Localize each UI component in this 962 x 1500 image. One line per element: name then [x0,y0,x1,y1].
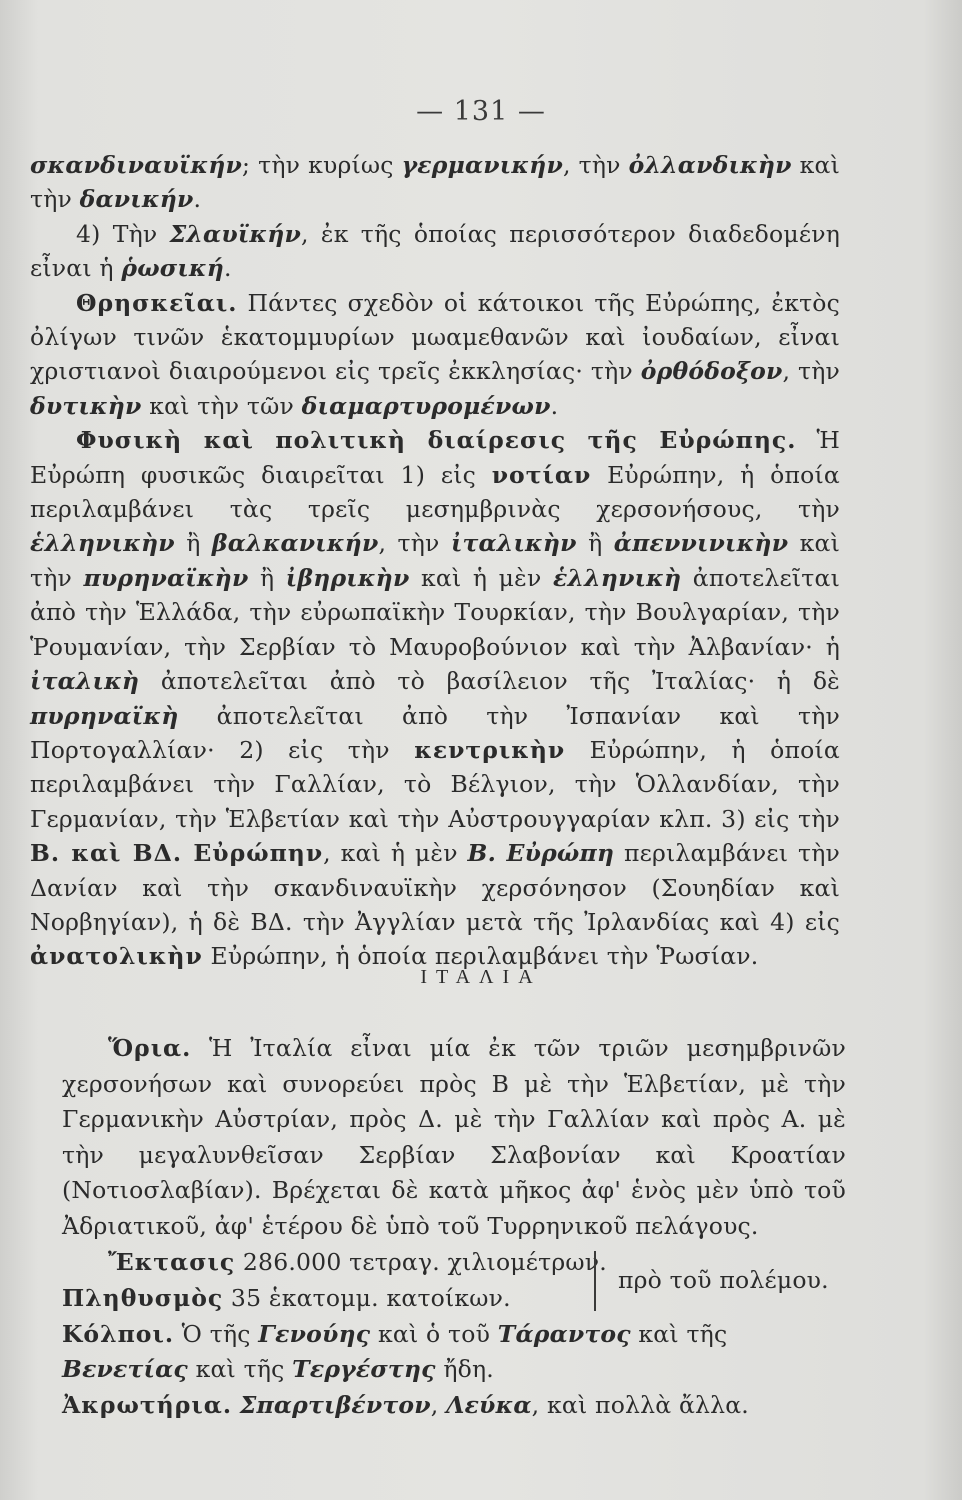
text-run: καὶ τὴν [30,529,841,592]
text-run: , καὶ ἡ μὲν [323,839,468,868]
term-trieste: Τεργέστης [292,1355,436,1384]
text-run: ἢ [248,563,286,592]
term-german: γερμανικήν [401,151,563,179]
text-run: Ἡ Ἰταλία εἶναι μία ἐκ τῶν τριῶν μεσημβρινῶν χερσονήσων καὶ συνορεύει πρὸς Β μὲ τὴν Ἑλβετίαν, μὲ τὴν Γερμανικὴν Αὐστρίαν, πρὸς Δ. μὲ τὴν Γαλλίαν καὶ πρὸς Α. μὲ τὴν μεγαλυνθεῖσαν Σερβίαν Σλαβονίαν καὶ Κροατίαν (Νοτιοσλαβίαν). Βρέχεται δὲ κατὰ μῆκος ἀφ' ἑνὸς μὲν ὑπὸ τοῦ Ἀδριατικοῦ, ἀφ' ἑτέρου δὲ ὑπὸ τοῦ Τυρρηνικοῦ πελάγους. [62,1034,846,1240]
term-venice: Βενετίας [62,1355,188,1384]
text-run: Εὐρώπην, ἡ ὁποία περιλαμβάνει τὰς τρεῖς μεσημβρινὰς χερσονήσους, τὴν [30,460,840,524]
term-iberian: ἰβηρικὴν [285,563,410,592]
term-southern: νοτίαν [491,460,592,489]
text-run: ἀποτελεῖται ἀπὸ τὴν Ἑλλάδα, τὴν εὐρωπαϊκὴν Τουρκίαν, τὴν Βουλγαρίαν, τὴν Ῥουμανίαν, τὴν Σερβίαν τὸ Μαυροβούνιον καὶ τὴν Ἀλβανίαν· ἡ [30,563,840,661]
page-body-italy [62,1031,846,1423]
text-run: , [430,1390,447,1419]
term-eastern: ἀνατολικὴν [30,942,203,971]
term-genoa: Γενούης [258,1319,371,1348]
term-pyrenean-2: πυρηναϊκὴ [30,701,179,730]
text-run: , καὶ πολλὰ ἄλλα. [531,1390,749,1419]
paragraph-languages-continued [30,148,840,217]
term-western: δυτικὴν [30,391,142,420]
paragraph-capes [62,1388,846,1424]
term-slavic: Σλαυϊκήν [169,219,302,248]
text-run: καὶ ἡ μὲν [409,563,553,592]
text-run: Εὐρώπην, ἡ ὁποία περιλαμβάνει τὴν Γαλλίαν, τὸ Βέλγιον, τὴν Ὁλλανδίαν, τὴν Γερμανίαν, τὴν Ἑλβετίαν καὶ τὴν Αὐστρουγγαρίαν κλπ. 3) εἰς τὴν [30,735,840,833]
text-run: . [224,254,232,283]
text-run: περιλαμβάνει τὴν Δανίαν καὶ τὴν σκανδιναυϊκὴν χερσόνησον (Σουηδίαν καὶ Νορβηγίαν), ἡ δὲ ΒΔ. τὴν Ἀγγλίαν μετὰ τῆς Ἰρλανδίας καὶ 4) εἰς [30,839,840,936]
text-run: καὶ τῆς [187,1355,293,1384]
term-scandinavian: σκανδιναυϊκήν [30,151,243,179]
text-run: καὶ τῆς [630,1319,728,1348]
text-run: 286.000 τετραγ. χιλιομέτρων. [235,1247,607,1276]
prewar-note: πρὸ τοῦ πολέμου. [618,1265,829,1294]
heading-capes: Ἀκρωτήρια. [62,1390,233,1419]
paragraph-slavic [30,217,840,286]
text-run: ἢ [174,529,212,558]
heading-religions: Θρησκεῖαι. [76,288,238,317]
text-run: ἀποτελεῖται ἀπὸ τὸ βασίλειον τῆς Ἰταλίας· ἡ δὲ [139,667,840,696]
text-run: καὶ τὴν [30,151,840,214]
text-run [232,1391,240,1419]
heading-population: Πληθυσμὸς [62,1283,224,1312]
text-run: , τὴν [782,357,840,386]
section-title-italy: ΙΤΑΛΙΑ [420,966,542,988]
text-run: Πάντες σχεδὸν οἱ κάτοικοι τῆς Εὐρώπης, ἐκτὸς ὀλίγων τινῶν ἑκατομμυρίων μωαμεθανῶν καὶ ἰουδαίων, εἶναι χριστιανοὶ διαιρούμενοι εἰς τρεῖς ἐκκλησίας· τὴν [30,288,840,386]
term-italic: ἰταλικὴν [450,529,577,558]
page-body-europe [30,148,840,974]
text-run: , ἐκ τῆς ὁποίας περισσότερον διαδεδομένη εἶναι ἡ [30,219,840,283]
term-spartivento: Σπαρτιβέντον [239,1390,431,1419]
term-pyrenean: πυρηναϊκὴν [83,563,249,592]
term-russian: ῥωσική [121,254,224,283]
term-orthodox: ὀρθόδοξον [640,357,783,386]
term-balkan: βαλκανικήν [211,529,379,558]
term-north-europe: Β. Εὐρώπη [467,839,615,868]
term-central: κεντρικὴν [414,735,566,764]
text-run: 35 ἑκατομμ. κατοίκων. [223,1283,511,1312]
text-run: ἢ [576,529,614,558]
heading-divisions: Φυσικὴ καὶ πολιτικὴ διαίρεσις τῆς Εὐρώπης. [76,426,797,455]
paragraph-borders [62,1031,846,1245]
text-run: Ὁ τῆς [174,1319,259,1348]
stats-block [62,1245,846,1317]
term-italic-2: ἰταλικὴ [30,667,140,696]
text-run: . [550,391,559,420]
brace-bracket [594,1251,598,1311]
paragraph-religions [30,286,840,424]
text-run: καὶ τὴν τῶν [141,391,302,420]
term-leuca: Λεύκα [446,1390,532,1419]
text-run: ; τὴν κυρίως [242,151,402,179]
paragraph-divisions [30,423,840,974]
term-north-northwest: Β. καὶ ΒΔ. Εὐρώπην [30,839,324,868]
text-run: . [193,185,202,214]
text-run: Ἡ Εὐρώπη φυσικῶς διαιρεῖται 1) εἰς [30,426,840,489]
term-protestant: διαμαρτυρομένων [301,391,551,420]
text-run: Εὐρώπην, ἡ ὁποία περιλαμβάνει τὴν Ῥωσίαν. [202,942,759,971]
text-run: καὶ ὁ τοῦ [370,1319,498,1348]
term-hellenic-2: ἑλληνικὴ [552,563,682,592]
paragraph-gulfs [62,1317,846,1388]
term-danish: δανικήν [79,185,194,214]
text-run: 4) Τὴν [76,219,170,248]
heading-borders: Ὅρια. [108,1034,192,1062]
text-run: , τὴν [562,151,629,179]
text-run: ἤδη. [435,1355,494,1384]
term-hellenic: ἑλληνικὴν [30,529,175,558]
term-apennine: ἀπεννινικὴν [613,529,789,558]
text-run: , τὴν [378,529,451,558]
term-dutch: ὀλλανδικὴν [628,151,792,179]
heading-gulfs: Κόλποι. [62,1319,175,1348]
text-run: ἀποτελεῖται ἀπὸ τὴν Ἰσπανίαν καὶ τὴν Πορτογαλλίαν· 2) εἰς τὴν [30,701,840,764]
term-taranto: Τάραντος [497,1319,631,1348]
heading-area: Ἔκτασις [108,1247,236,1276]
page-number: — 131 — [416,96,546,127]
